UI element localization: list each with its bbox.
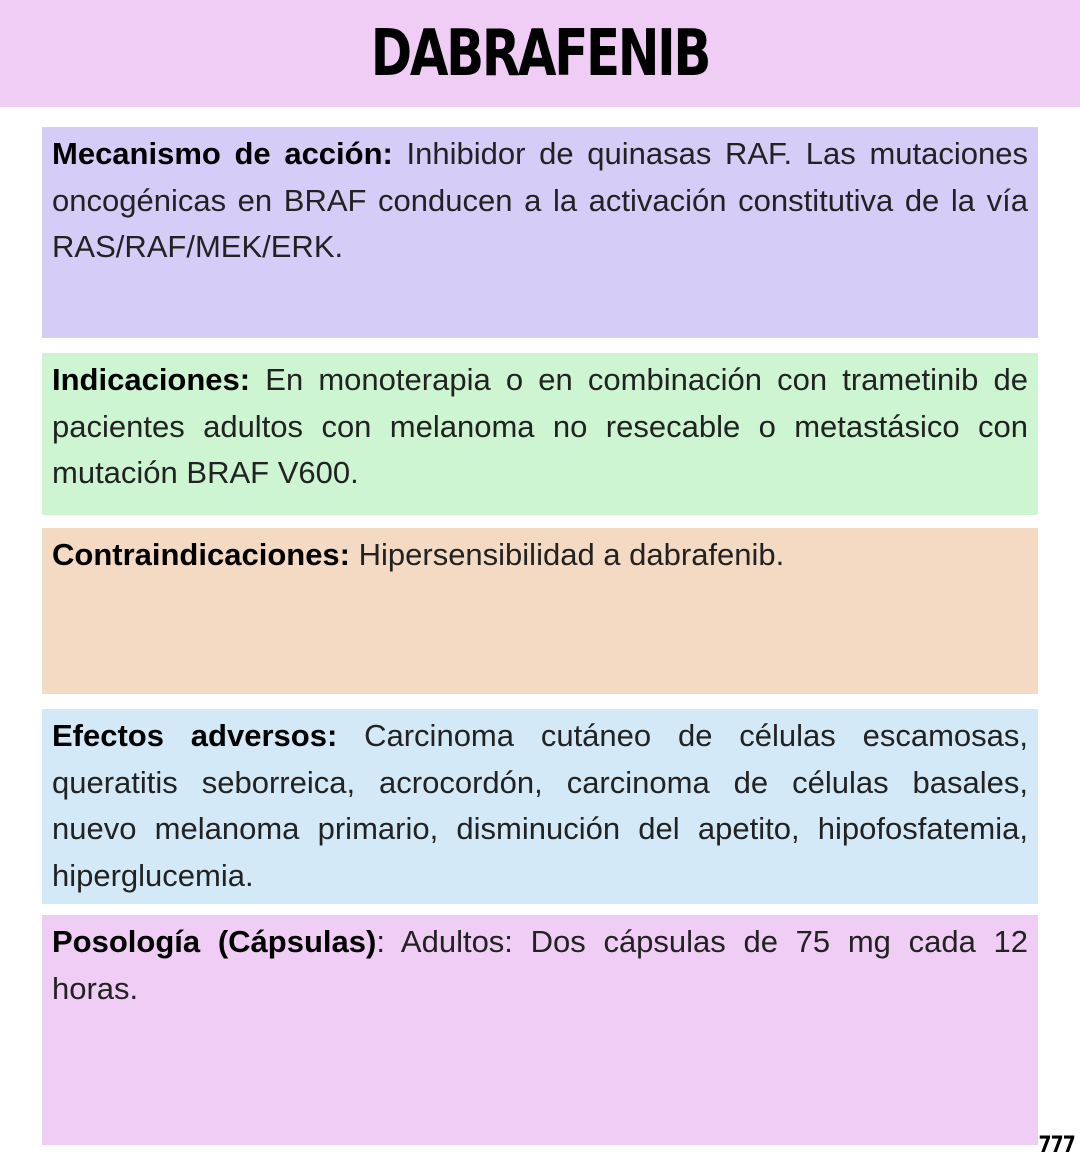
efectos-text: Carcinoma cutáneo de células escamosas, queratitis seborreica, acrocordón, carcinoma de células basales, nuevo melanoma primario, disminución del apetito, hipofosfatemia, hiperglucemia. — [52, 718, 1029, 893]
title-banner — [0, 0, 1080, 107]
indicaciones-text: En monoterapia o en combinación con trametinib de pacientes adultos con melanoma no resecable o metastásico con mutación BRAF V600. — [52, 362, 1028, 490]
posologia-label: Posología (Cápsulas) — [52, 924, 377, 959]
mecanismo-label: Mecanismo de acción: — [52, 136, 407, 171]
posologia-text: : Adultos: Dos cápsulas de 75 mg cada 12 horas. — [52, 924, 1028, 1006]
section-efectos-adversos — [42, 709, 1038, 904]
mecanismo-text: Inhibidor de quinasas RAF. Las mutaciones oncogénicas en BRAF conducen a la activación constitutiva de la vía RAS/RAF/MEK/ERK. — [52, 136, 1028, 264]
page-title: DABRAFENIB — [370, 16, 710, 91]
page-number: 777 — [1038, 1133, 1075, 1158]
section-indicaciones — [42, 353, 1038, 515]
efectos-label: Efectos adversos: — [52, 718, 365, 753]
indicaciones-label: Indicaciones: — [52, 362, 266, 397]
contraindicaciones-text: Hipersensibilidad a dabrafenib. — [358, 537, 785, 572]
section-posologia — [42, 915, 1038, 1145]
section-contraindicaciones — [42, 528, 1038, 694]
contraindicaciones-label: Contraindicaciones: — [52, 537, 359, 572]
section-mecanismo — [42, 127, 1038, 338]
